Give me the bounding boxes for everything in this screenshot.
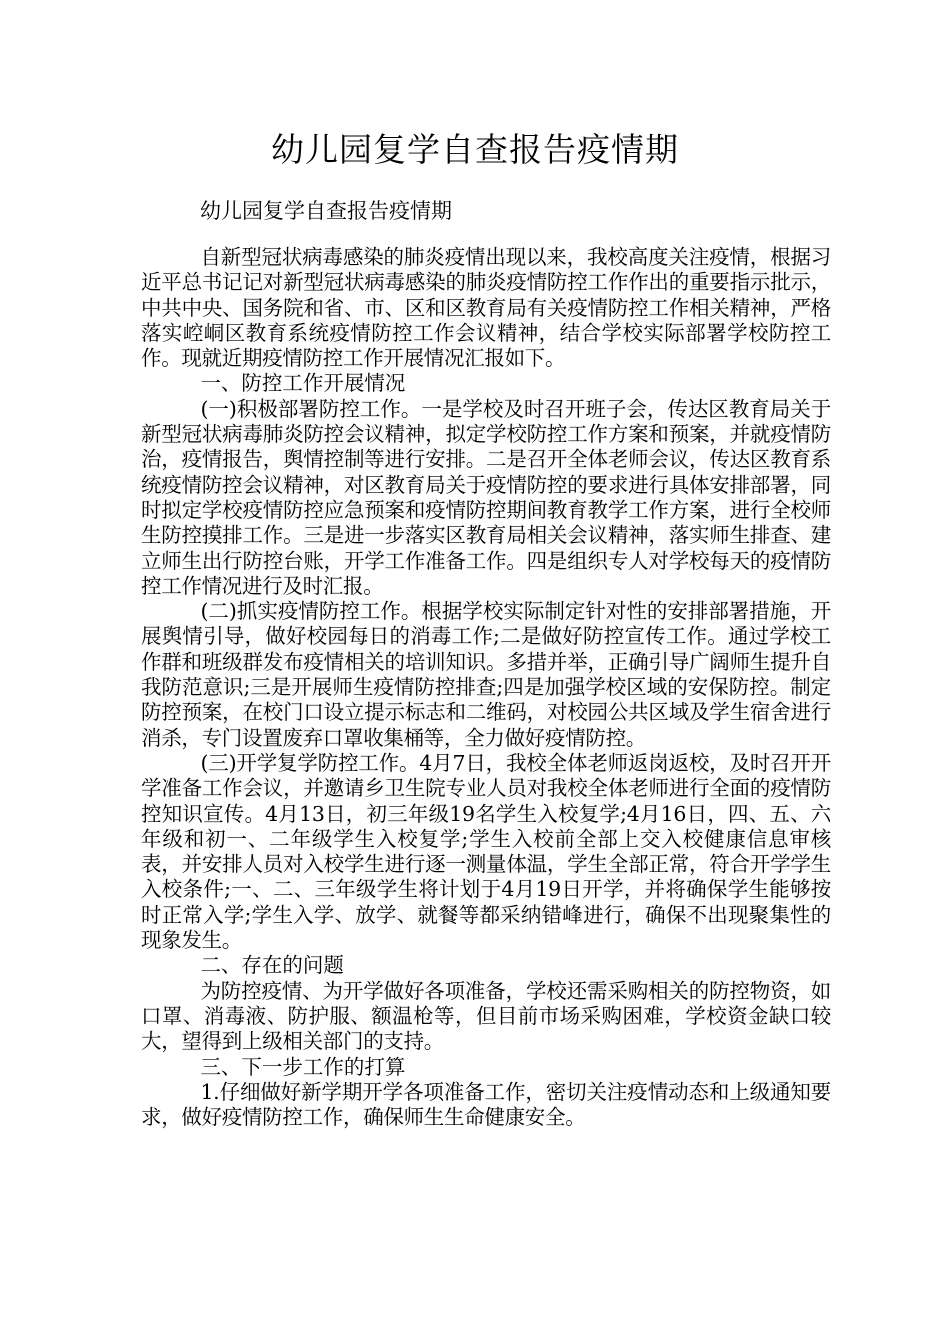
section-heading-3: 三、下一步工作的打算 [200,1054,406,1079]
document-subtitle: 幼儿园复学自查报告疫情期 [200,199,452,223]
section-heading-1: 一、防控工作开展情况 [200,371,406,396]
intro-paragraph: 自新型冠状病毒感染的肺炎疫情出现以来，我校高度关注疫情，根据习近平总书记记对新型冠状病毒感染的肺炎疫情防控工作作出的重要指示批示，中共中央、国务院和省、市、区和区教育局有关疫情防控工作相关精神，严格落实崆峒区教育系统疫情防控工作会议精神，结合学校实际部署学校防控工作。现就近期疫情防控工作开展情况汇报如下。 [141,245,831,371]
body-paragraph: (二)抓实疫情防控工作。根据学校实际制定针对性的安排部署措施，开展舆情引导，做好校园每日的消毒工作;二是做好防控宣传工作。通过学校工作群和班级群发布疫情相关的培训知识。多措并举，正确引导广阔师生提升自我防范意识;三是开展师生疫情防控排查;四是加强学校区域的安保防控。制定防控预案，在校门口设立提示标志和二维码，对校园公共区域及学生宿舍进行消杀，专门设置废弃口罩收集桶等，全力做好疫情防控。 [141,599,831,750]
body-paragraph: (一)积极部署防控工作。一是学校及时召开班子会，传达区教育局关于新型冠状病毒肺炎防控会议精神，拟定学校防控工作方案和预案，并就疫情防治，疫情报告，舆情控制等进行安排。二是召开全体老师会议，传达区教育系统疫情防控会议精神，对区教育局关于疫情防控的要求进行具体安排部署，同时拟定学校疫情防控应急预案和疫情防控期间教育教学工作方案，进行全校师生防控摸排工作。三是进一步落实区教育局相关会议精神，落实师生排查、建立师生出行防控台账，开学工作准备工作。四是组织专人对学校每天的疫情防控工作情况进行及时汇报。 [141,396,831,598]
document-title: 幼儿园复学自查报告疫情期 [271,130,679,169]
body-paragraph: (三)开学复学防控工作。4月7日，我校全体老师返岗返校，及时召开开学准备工作会议，并邀请乡卫生院专业人员对我校全体老师进行全面的疫情防控知识宣传。4月13日，初三年级19名学生入校复学;4月16日，四、五、六年级和初一、二年级学生入校复学;学生入校前全部上交入校健康信息审核表，并安排人员对入校学生进行逐一测量体温，学生全部正常，符合开学学生入校条件;一、二、三年级学生将计划于4月19日开学，并将确保学生能够按时正常入学;学生入学、放学、就餐等都采纳错峰进行，确保不出现聚集性的现象发生。 [141,750,831,953]
body-paragraph: 为防控疫情、为开学做好各项准备，学校还需采购相关的防控物资，如口罩、消毒液、防护服、额温枪等，但目前市场采购困难，学校资金缺口较大，望得到上级相关部门的支持。 [141,978,831,1054]
document-body [141,245,831,1130]
section-heading-2: 二、存在的问题 [200,953,344,978]
body-paragraph: 1.仔细做好新学期开学各项准备工作，密切关注疫情动态和上级通知要求，做好疫情防控工作，确保师生生命健康安全。 [141,1079,831,1130]
